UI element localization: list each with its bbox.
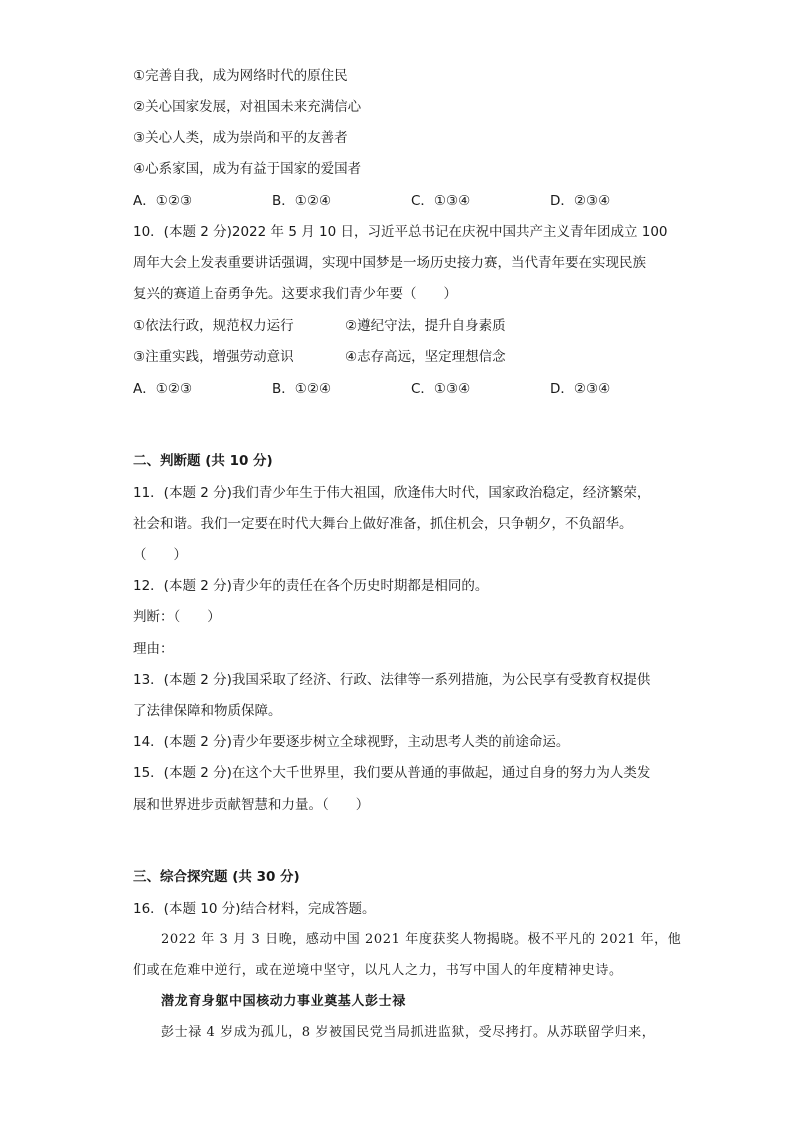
q10-stem-line-1: 10．(本题 2 分)2022 年 5 月 10 日，习近平总书记在庆祝中国共产主义青年团成立 100 — [133, 224, 668, 240]
section-2-heading: 二、判断题 (共 10 分) — [133, 453, 273, 469]
q15-line-1: 15．(本题 2 分)在这个大千世界里，我们要从普通的事做起，通过自身的努力为人类发 — [133, 765, 651, 781]
q12-stem: 12．(本题 2 分)青少年的责任在各个历史时期都是相同的。 — [133, 578, 489, 594]
q10-item-4: ④志存高远，坚定理想信念 — [345, 349, 506, 365]
q10-option-b: B．①②④ — [272, 381, 332, 397]
q11-line-2: 社会和谐。我们一定要在时代大舞台上做好准备，抓住机会，只争朝夕，不负韶华。 — [133, 516, 633, 532]
q10-item-3: ③注重实践，增强劳动意识 — [133, 349, 294, 365]
q10-option-c: C．①③④ — [411, 381, 471, 397]
q9-option-c: C．①③④ — [411, 193, 471, 209]
q11-line-1: 11．(本题 2 分)我们青少年生于伟大祖国，欣逢伟大时代，国家政治稳定，经济繁荣， — [133, 485, 651, 501]
q10-stem-line-2: 周年大会上发表重要讲话强调，实现中国梦是一场历史接力赛，当代青年要在实现民族 — [133, 255, 646, 271]
material-paragraph-line-2: 们或在危难中逆行，或在逆境中坚守，以凡人之力，书写中国人的年度精神史诗。 — [133, 963, 623, 978]
q10-item-1: ①依法行政，规范权力运行 — [133, 318, 294, 334]
q15-line-2: 展和世界进步贡献智慧和力量。（ ） — [133, 797, 370, 813]
q9-option-d: D．②③④ — [550, 193, 611, 209]
q16-stem: 16．(本题 10 分)结合材料，完成答题。 — [133, 901, 376, 917]
q9-item-2: ②关心国家发展，对祖国未来充满信心 — [133, 99, 362, 115]
q10-item-2: ②遵纪守法，提升自身素质 — [345, 318, 506, 334]
q12-judgement: 判断：（ ） — [133, 609, 221, 625]
q10-option-d: D．②③④ — [550, 381, 611, 397]
q9-item-3: ③关心人类，成为崇尚和平的友善者 — [133, 130, 348, 146]
q9-option-a: A．①②③ — [133, 193, 193, 209]
material-paragraph-line-1: 2022 年 3 月 3 日晚，感动中国 2021 年度获奖人物揭晓。极不平凡的 2021 年，他 — [161, 932, 682, 947]
material-subtitle: 潜龙育身躯中国核动力事业奠基人彭士禄 — [161, 994, 406, 1009]
q14-stem: 14．(本题 2 分)青少年要逐步树立全球视野，主动思考人类的前途命运。 — [133, 734, 570, 750]
q10-stem-line-3: 复兴的赛道上奋勇争先。这要求我们青少年要（ ） — [133, 286, 457, 302]
q13-line-1: 13．(本题 2 分)我国采取了经济、行政、法律等一系列措施，为公民享有受教育权提供 — [133, 672, 651, 688]
q9-item-1: ①完善自我，成为网络时代的原住民 — [133, 68, 348, 84]
q9-option-b: B．①②④ — [272, 193, 332, 209]
material-paragraph-line-3: 彭士禄 4 岁成为孤儿，8 岁被国民党当局抓进监狱，受尽拷打。从苏联留学归来， — [161, 1025, 656, 1040]
q9-item-4: ④心系家国，成为有益于国家的爱国者 — [133, 161, 362, 177]
q12-reason: 理由： — [133, 641, 174, 657]
q11-answer-blank: （ ） — [133, 547, 187, 563]
section-3-heading: 三、综合探究题 (共 30 分) — [133, 869, 300, 885]
q10-option-a: A．①②③ — [133, 381, 193, 397]
q13-line-2: 了法律保障和物质保障。 — [133, 703, 282, 719]
